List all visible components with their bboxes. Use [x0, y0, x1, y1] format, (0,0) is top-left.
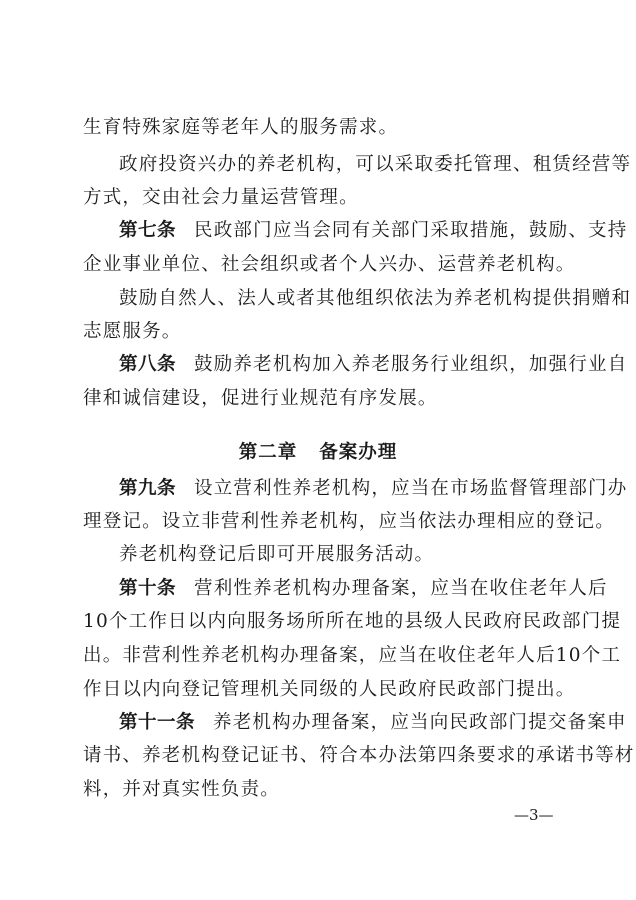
text-line: 出。非营利性养老机构办理备案，应当在收住老年人后10个工: [83, 645, 622, 666]
text-line: 企业事业单位、社会组织或者个人兴办、运营养老机构。: [83, 254, 576, 275]
article-label: 第七条: [119, 220, 177, 241]
text-line: 鼓励自然人、法人或者其他组织依法为养老机构提供捐赠和: [119, 288, 632, 309]
text-line: 养老机构登记后即可开展服务活动。: [119, 544, 435, 565]
text-line: 方式，交由社会力量运营管理。: [83, 187, 359, 208]
text-line: 作日以内向登记管理机关同级的人民政府民政部门提出。: [83, 679, 576, 700]
text-line: 10个工作日以内向服务场所所在地的县级人民政府民政部门提: [83, 611, 622, 632]
text-line: 理登记。设立非营利性养老机构，应当依法办理相应的登记。: [83, 511, 615, 532]
article-label: 第八条: [119, 354, 177, 375]
page-number: —3—: [514, 806, 554, 824]
article-label: 第九条: [119, 478, 177, 499]
article-11-line: [119, 708, 627, 738]
article-text: 鼓励养老机构加入养老服务行业组织，加强行业自: [194, 354, 628, 375]
text-line: 志愿服务。: [83, 321, 182, 342]
article-label: 第十一条: [119, 712, 196, 733]
article-label: 第十条: [119, 578, 177, 599]
chapter-heading: [0, 438, 636, 468]
article-text: 设立营利性养老机构，应当在市场监督管理部门办: [194, 478, 628, 499]
text-line: 律和诚信建设，促进行业规范有序发展。: [83, 388, 438, 409]
article-9-line: [119, 474, 628, 504]
text-line: 请书、养老机构登记证书、符合本办法第四条要求的承诺书等材: [83, 745, 635, 766]
article-text: 民政部门应当会同有关部门采取措施，鼓励、支持: [194, 220, 628, 241]
text-line: 政府投资兴办的养老机构，可以采取委托管理、租赁经营等: [119, 154, 632, 175]
chapter-number: 第二章: [238, 442, 298, 463]
text-line: 料，并对真实性负责。: [83, 779, 281, 800]
article-8-line: [119, 350, 628, 380]
article-text: 营利性养老机构办理备案，应当在收住老年人后: [194, 578, 608, 599]
article-7-line: [119, 216, 628, 246]
text-line: 生育特殊家庭等老年人的服务需求。: [83, 117, 399, 138]
chapter-title: 备案办理: [319, 442, 398, 463]
article-text: 养老机构办理备案，应当向民政部门提交备案申: [213, 712, 627, 733]
article-10-line: [119, 574, 608, 604]
